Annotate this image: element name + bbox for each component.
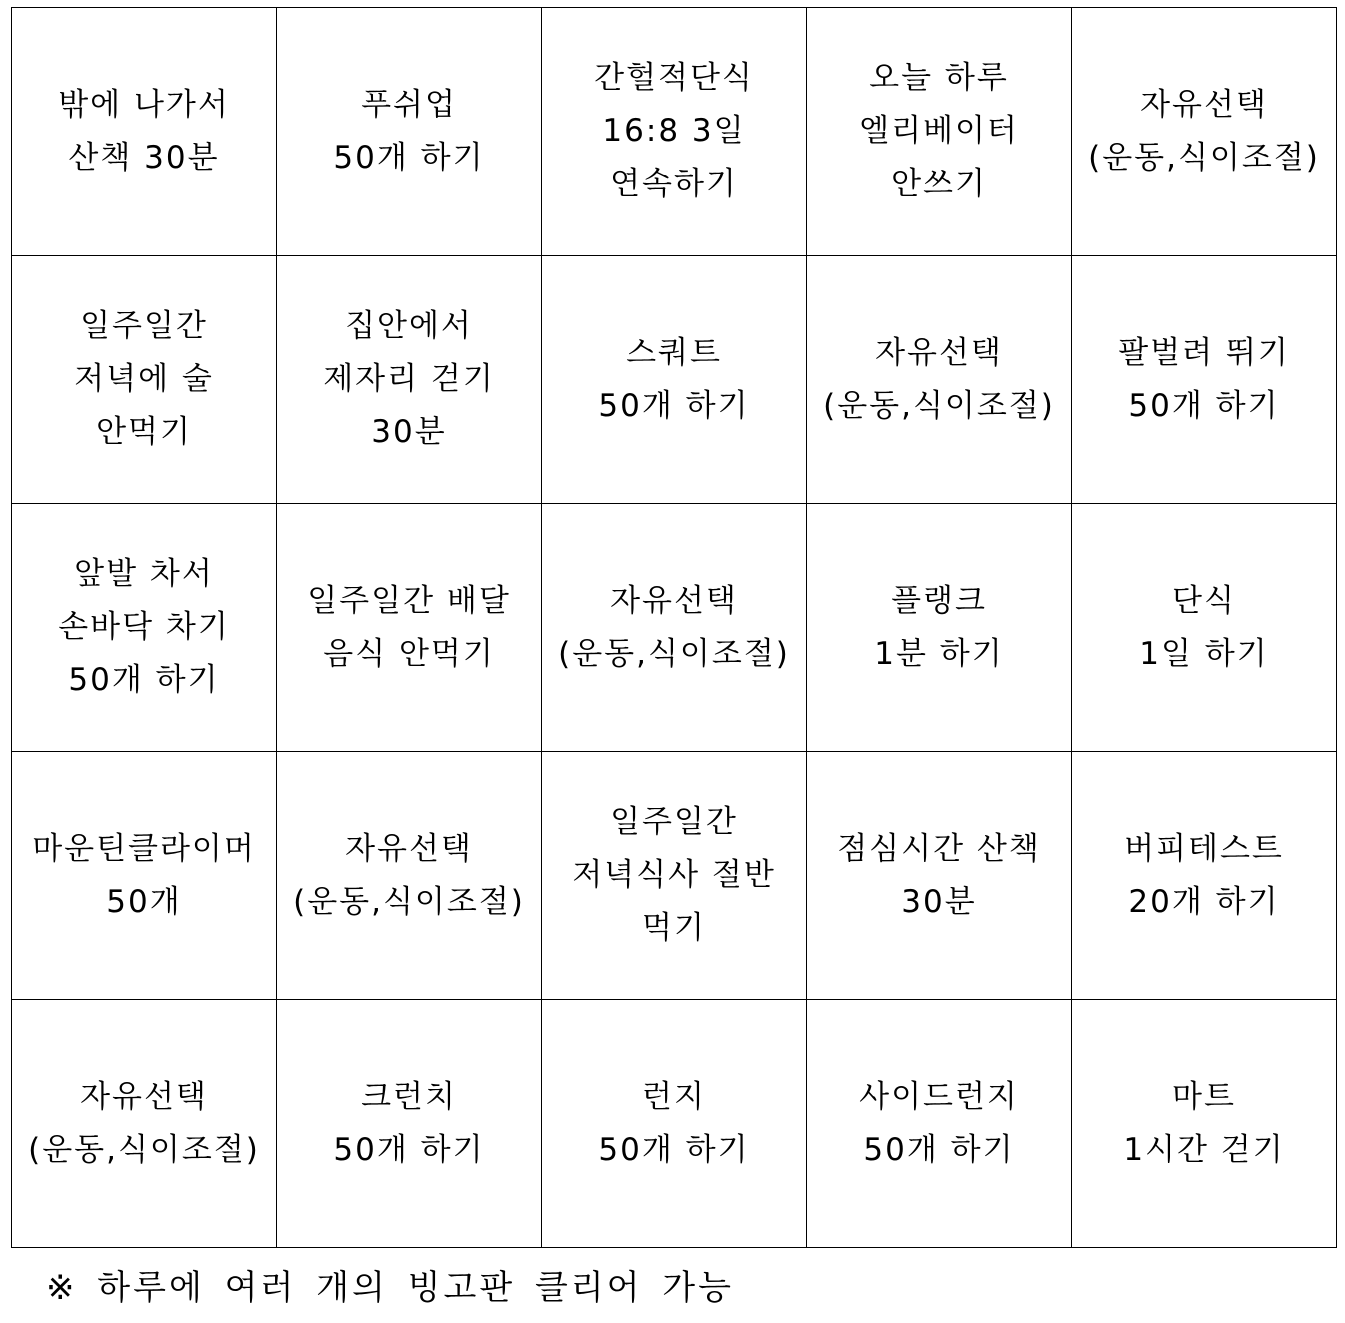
- bingo-cell: 일주일간 저녁식사 절반 먹기: [542, 752, 807, 1000]
- bingo-row: [12, 504, 1337, 752]
- bingo-cell: 밖에 나가서 산책 30분: [12, 8, 277, 256]
- bingo-cell: 앞발 차서 손바닥 차기 50개 하기: [12, 504, 277, 752]
- bingo-cell: 단식 1일 하기: [1072, 504, 1337, 752]
- bingo-row: [12, 752, 1337, 1000]
- bingo-cell: 일주일간 배달 음식 안먹기: [277, 504, 542, 752]
- bingo-cell: 마운틴클라이머 50개: [12, 752, 277, 1000]
- bingo-cell: 자유선택 (운동,식이조절): [542, 504, 807, 752]
- bingo-row: [12, 8, 1337, 256]
- bingo-cell: 사이드런지 50개 하기: [807, 1000, 1072, 1248]
- bingo-cell: 자유선택 (운동,식이조절): [12, 1000, 277, 1248]
- bingo-cell: 마트 1시간 걷기: [1072, 1000, 1337, 1248]
- bingo-cell: 버피테스트 20개 하기: [1072, 752, 1337, 1000]
- bingo-cell: 플랭크 1분 하기: [807, 504, 1072, 752]
- bingo-cell: 집안에서 제자리 걷기 30분: [277, 256, 542, 504]
- bingo-board: [11, 7, 1337, 1248]
- bingo-cell: 런지 50개 하기: [542, 1000, 807, 1248]
- bingo-cell: 푸쉬업 50개 하기: [277, 8, 542, 256]
- bingo-cell: 팔벌려 뛰기 50개 하기: [1072, 256, 1337, 504]
- bingo-cell: 자유선택 (운동,식이조절): [1072, 8, 1337, 256]
- bingo-row: [12, 1000, 1337, 1248]
- bingo-cell: 크런치 50개 하기: [277, 1000, 542, 1248]
- bingo-cell: 점심시간 산책 30분: [807, 752, 1072, 1000]
- bingo-row: [12, 256, 1337, 504]
- bingo-cell: 간헐적단식 16:8 3일 연속하기: [542, 8, 807, 256]
- bingo-cell: 자유선택 (운동,식이조절): [807, 256, 1072, 504]
- bingo-cell: 자유선택 (운동,식이조절): [277, 752, 542, 1000]
- bingo-cell: 일주일간 저녁에 술 안먹기: [12, 256, 277, 504]
- footnote: ※ 하루에 여러 개의 빙고판 클리어 가능: [46, 1268, 734, 1308]
- bingo-cell: 스쿼트 50개 하기: [542, 256, 807, 504]
- bingo-cell: 오늘 하루 엘리베이터 안쓰기: [807, 8, 1072, 256]
